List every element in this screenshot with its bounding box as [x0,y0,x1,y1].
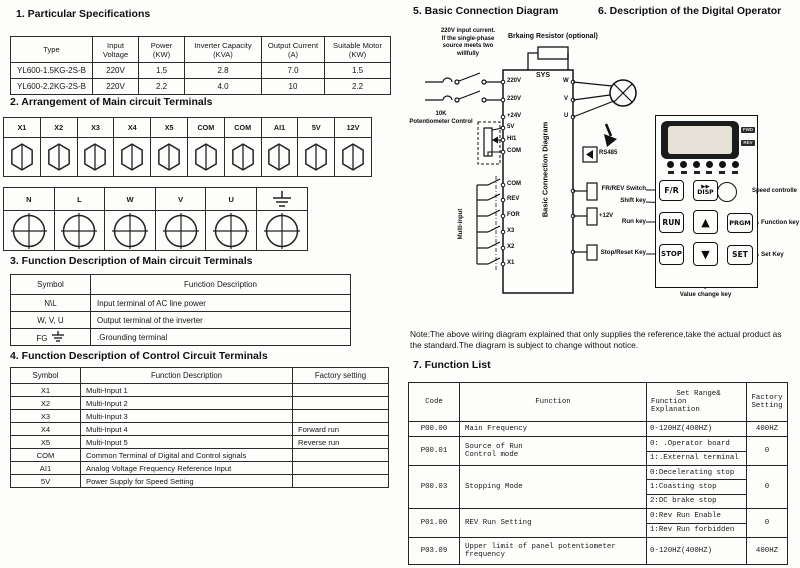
sys-label: SYS [536,72,551,79]
down-key: ▼ [693,242,718,266]
terminal-dots [501,80,575,266]
section-title-digital-operator: 6. Description of the Digital Operator [598,5,782,17]
spec-header-type: Type [11,37,93,63]
terminal-label: X3 [77,118,114,138]
spec-cell: 220V [93,79,139,95]
section-title-function-list: 7. Function List [413,359,491,371]
stop-key-label: Stop/Reset Key [600,249,646,256]
desc-cell: Input terminal of AC line power [91,295,351,312]
terminal-label: U [206,188,257,211]
term-label: COM [507,148,521,154]
fr-key: F/R [659,180,684,201]
desc-cell: Multi-Input 5 [81,436,293,449]
spec-header-motor: Suitable Motor (KW) [325,37,391,63]
output-arrow-icon [604,124,617,147]
factory-cell: Forward run [293,423,389,436]
terminal-label: X5 [151,118,188,138]
term-label: X1 [507,260,515,266]
fr-key-label: FR/REV Switch [601,185,646,192]
section-title-specifications: 1. Particular Specifications [16,8,151,20]
header-symbol: Symbol [11,275,91,295]
terminal-label: COM [224,118,261,138]
spec-cell: 1.5 [325,63,391,79]
symbol-cell: X5 [11,436,81,449]
led-icon [667,161,674,168]
led-icon [693,161,700,168]
term-label: V [564,96,569,102]
desc-cell: Multi-Input 4 [81,423,293,436]
header-function: Function [459,383,646,421]
multi-input-switches [477,176,500,272]
header-function: Function Description [81,368,293,384]
terminal-label: 12V [335,118,372,138]
code-cell: P00.01 [420,447,448,455]
function-cell: Stopping Mode [459,466,646,508]
spec-cell: 7.0 [262,63,325,79]
spec-header-capacity: Inverter Capacity (KVA) [185,37,262,63]
function-key-label: Function key [761,219,800,226]
motor-icon [573,80,636,117]
multi-input-label: Multi-input [458,208,464,240]
code-cell: P00.03 [420,483,448,491]
braking-resistor-icon [528,47,568,70]
term-label: U [564,113,569,119]
section-title-terminal-arrangement: 2. Arrangement of Main circuit Terminals [10,96,213,108]
braking-resistor-label: Brkaing Resistor (optional) [508,33,598,40]
disp-arrows-icon: ▶▶ [701,183,710,190]
operator-display-screen [668,126,732,154]
symbol-cell: X3 [11,410,81,423]
section-title-control-terminals: 4. Function Description of Control Circuit Terminals [10,350,268,362]
terminal-label: X2 [40,118,77,138]
symbol-cell: W, V, U [11,312,91,329]
fwd-indicator: FWD [742,127,754,132]
term-label: REV [507,196,520,202]
set-key: SET [727,245,753,265]
led-labels [664,171,742,174]
symbol-cell: AI1 [11,462,81,475]
spec-cell: 1.5 [139,63,185,79]
led-icon [680,161,687,168]
terminal-label: W [105,188,156,211]
symbol-cell: 5V [11,475,81,488]
terminal-label: X1 [4,118,41,138]
range-cell: 0:Decelerating stop 1:Coasting stop 2:DC brake stop [646,466,746,508]
spec-cell: 4.0 [185,79,262,95]
function-row [409,465,787,508]
run-key: RUN [659,212,684,233]
input-note: 220V input current. If the single-phase source meets two willfully [440,28,496,57]
terminal-label: L [54,188,105,211]
terminal-label: X4 [114,118,151,138]
symbol-cell: X2 [11,397,81,410]
rev-indicator: REV [741,140,755,146]
symbol-cell: N\L [11,295,91,312]
desc-cell: .Grounding terminal [91,329,351,346]
factory-cell: 400HZ [746,538,787,564]
header-factory: Factory Setting [746,383,787,421]
desc-cell: Multi-Input 2 [81,397,293,410]
shift-key-label: Shift key [620,197,646,204]
stop-key: STOP [659,244,684,265]
terminal-label: COM [187,118,224,138]
spec-cell: YL600-2.2KG-2S-B [11,79,93,95]
desc-cell: Multi-Input 1 [81,384,293,397]
function-list-table [408,382,788,565]
code-cell: P00.00 [420,425,448,433]
factory-cell: 400HZ [746,422,787,436]
plus12v-label: +12V [599,213,614,219]
spec-cell: 2.2 [139,79,185,95]
input-switch-icon [425,73,503,102]
range-cell: 0: .Operator board 1:.External terminal [646,437,746,465]
diagram-center-label: Basic Connection Diagram [540,121,550,218]
value-change-label: Value change key [679,291,732,298]
header-factory: Factory setting [293,368,389,384]
up-key: ▲ [693,210,718,234]
header-symbol: Symbol [11,368,81,384]
rs485-label: RS485 [599,150,618,156]
function-cell: Main Frequency [459,422,646,436]
factory-cell: 0 [746,509,787,537]
function-cell: Upper limit of panel potentiometer frequency [459,538,646,564]
term-label: 5V [507,124,515,130]
spec-header-current: Output Current (A) [262,37,325,63]
section-title-main-terminals: 3. Function Description of Main circuit Terminals [10,255,253,267]
term-label: 220V [507,78,522,84]
set-key-label: Set Key [761,251,784,258]
code-cell: P01.00 [420,519,448,527]
range-cell: 0:Rev Run Enable 1:Rev Run forbidden [646,509,746,537]
term-label: 220V [507,96,522,102]
desc-cell: Multi-Input 3 [81,410,293,423]
term-label: X2 [507,244,515,250]
terminal-label: V [155,188,206,211]
term-label: W [563,78,569,84]
function-row [409,421,787,436]
code-cell: P03.09 [420,547,448,555]
wiring-note: Note:The above wiring diagram explained that only supplies the reference,take the actual product as the standard.The diagram is subject to change without notice. [410,329,782,350]
function-row [409,436,787,465]
potentiometer-label: 10K Potentiometer Control [409,111,473,125]
range-cell: 0-120HZ(400HZ) [646,538,746,564]
header-code: Code [425,398,443,406]
spec-cell: 2.2 [325,79,391,95]
spec-header-power: Power (KW) [139,37,185,63]
rs485-port-icon [583,147,597,162]
symbol-cell: COM [11,449,81,462]
led-icon [732,161,739,168]
disp-key: ▶▶ DISP [693,180,718,201]
section-title-connection-diagram: 5. Basic Connection Diagram [413,5,559,17]
header-range: Set Range& Function Explanation [646,383,746,421]
spec-header-input: Input Voltage [93,37,139,63]
spec-cell: 10 [262,79,325,95]
factory-cell: 0 [746,466,787,508]
factory-cell: Reverse run [293,436,389,449]
prgm-key: PRGM [727,213,753,233]
desc-cell: Common Terminal of Digital and Control signals [81,449,293,462]
led-icon [706,161,713,168]
term-label: +24V [507,113,522,119]
term-label: FOR [507,212,520,218]
run-key-label: Run key [621,218,646,225]
range-cell: 0-120HZ(400HZ) [646,422,746,436]
term-label: HI1 [507,136,517,142]
spec-cell: 2.8 [185,63,262,79]
terminal-label: AI1 [261,118,298,138]
symbol-cell: X4 [11,423,81,436]
spec-cell: 220V [93,63,139,79]
spec-cell: YL600-1.5KG-2S-B [11,63,93,79]
term-label: COM [507,181,521,187]
led-icon [719,161,726,168]
header-function: Function Description [91,275,351,295]
function-cell: REV Run Setting [459,509,646,537]
terminal-label: 5V [298,118,335,138]
symbol-cell: FG [11,329,91,346]
led-indicators [664,161,742,168]
desc-cell: Output terminal of the inverter [91,312,351,329]
function-list-header [409,383,787,421]
desc-cell: Power Supply for Speed Setting [81,475,293,488]
speed-knob [717,182,737,202]
factory-cell: 0 [746,437,787,465]
speed-knob-label: Speed controlle [752,188,798,194]
potentiometer-icon [478,122,503,164]
terminal-label: N [4,188,55,211]
function-row [409,508,787,537]
desc-cell: Analog Voltage Frequency Reference Input [81,462,293,475]
function-cell: Source of Run Control mode [459,437,646,465]
symbol-cell: X1 [11,384,81,397]
function-row [409,537,787,564]
term-label: X3 [507,228,515,234]
